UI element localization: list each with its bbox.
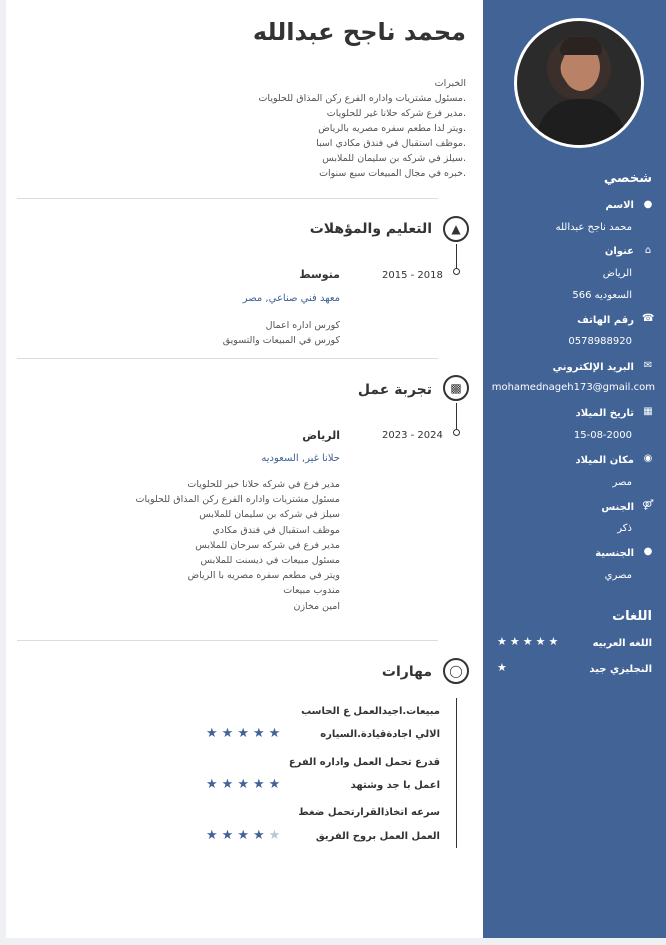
- experience-line: .مدير فرع شركه حلانا غير للحلويات: [326, 108, 466, 119]
- skill-name: سرعه اتخاذالقرارتحمل ضغط: [298, 807, 440, 818]
- divider: [17, 640, 438, 641]
- experience-line: .موظف استقبال في فندق مكادي اسبا: [316, 138, 466, 149]
- experience-summary: [206, 76, 466, 181]
- star-icon: ★: [268, 828, 285, 843]
- field-label-nationality: الجنسية: [595, 548, 634, 559]
- briefcase-icon: ▩: [443, 375, 469, 401]
- skill-name: العمل العمل بروح الفريق: [315, 831, 440, 842]
- education-institution: معهد فني صناعي, مصر: [242, 293, 340, 304]
- timeline-dot: [453, 429, 460, 436]
- skill-rating: [206, 777, 284, 792]
- work-detail: ويتر في مطعم سفره مصريه با الرياض: [187, 570, 340, 582]
- star-icon: ★: [237, 777, 253, 792]
- languages-heading: اللغات: [612, 609, 652, 624]
- divider: [17, 358, 438, 359]
- field-value-address: 566 السعوديه: [572, 290, 632, 301]
- work-detail: مسئول مبيعات في ديسنت للملابس: [200, 555, 340, 567]
- experience-line: .خبره في مجال المبيعات سبع سنوات: [319, 168, 466, 179]
- sidebar: [483, 0, 666, 938]
- field-value-city: الرياض: [602, 268, 632, 279]
- home-icon: ⌂: [644, 245, 652, 256]
- person-icon: ●: [643, 199, 653, 210]
- field-label-email: البريد الإلكتروني: [552, 362, 634, 373]
- star-icon: ★: [237, 726, 253, 741]
- star-icon: ★: [206, 726, 222, 741]
- profile-photo: [514, 18, 644, 148]
- timeline-line: [456, 403, 457, 430]
- phone-icon: ☎: [642, 313, 655, 324]
- person-icon: ●: [643, 546, 653, 557]
- work-detail: موظف استقبال في فندق مكادي: [212, 524, 340, 536]
- star-icon: ★: [206, 777, 222, 792]
- work-date: 2023 - 2024: [382, 430, 443, 441]
- divider: [17, 198, 438, 199]
- field-value-phone[interactable]: 0578988920: [568, 336, 632, 347]
- work-detail: مسئول مشتريات واداره الفرع ركن المذاق للحلويات: [135, 494, 340, 506]
- field-label-address: عنوان: [604, 246, 634, 257]
- experience-line: .ويتر لدا مطعم سفره مصريه بالرياض: [318, 123, 466, 134]
- field-label-birthdate: تاريخ الميلاد: [575, 408, 634, 419]
- skill-name: الالي اجادةقيادة.السياره: [320, 729, 440, 740]
- star-icon: ★: [221, 828, 238, 843]
- work-details: [136, 477, 341, 614]
- language-arabic: اللغه العربيه: [592, 638, 652, 649]
- star-icon: ★: [206, 828, 222, 843]
- star-icon: ★: [252, 828, 269, 843]
- language-english-rating: ★: [497, 661, 510, 674]
- experience-heading: الخبرات: [434, 78, 466, 89]
- field-value-birthplace: مصر: [612, 477, 632, 488]
- work-title: تجربة عمل: [357, 382, 432, 398]
- education-detail: كورس اداره اعمال: [265, 320, 340, 331]
- graduation-cap-icon: ▲: [443, 216, 469, 242]
- star-icon: ★: [221, 777, 238, 792]
- star-icon: ★: [252, 777, 269, 792]
- work-company: حلانا غير, السعوديه: [261, 453, 340, 464]
- experience-line: .مسئول مشتريات واداره الفرع ركن المذاق للحلويات: [258, 93, 466, 104]
- work-detail: سيلز في شركه بن سليمان للملابس: [199, 509, 340, 521]
- skill-name: مبيعات.اجيدالعمل ع الحاسب: [301, 706, 440, 717]
- work-detail: امين مخازن: [293, 600, 340, 612]
- field-value-birthdate: 15-08-2000: [573, 430, 632, 441]
- skill-rating: [206, 726, 284, 741]
- education-title: التعليم والمؤهلات: [309, 221, 432, 237]
- skill-name: قدرع تحمل العمل واداره الفرع: [288, 757, 440, 768]
- skill-rating: [206, 828, 284, 843]
- star-icon: ★: [237, 828, 253, 843]
- work-detail: مدير فرع في شركه حلانا خير للحلويات: [187, 479, 340, 490]
- language-arabic-rating: ★★★★★: [497, 635, 562, 648]
- field-label-birthplace: مكان الميلاد: [575, 455, 634, 466]
- field-value-gender: ذكر: [617, 523, 632, 534]
- skills-title: مهارات: [381, 664, 432, 680]
- work-detail: مندوب مبيعات: [283, 585, 340, 597]
- candidate-name: محمد ناجح عبدالله: [252, 18, 466, 46]
- education-detail: كورس في المبيعات والتسويق: [222, 335, 340, 347]
- field-label-name: الاسم: [605, 200, 634, 211]
- mail-icon: ✉: [643, 360, 653, 371]
- work-location: الرياض: [302, 429, 340, 442]
- education-date: 2015 - 2018: [382, 270, 443, 281]
- skills-line: [456, 698, 457, 848]
- location-pin-icon: ◉: [643, 453, 653, 464]
- education-degree: متوسط: [299, 268, 340, 281]
- mouse-icon: ◯: [443, 658, 469, 684]
- experience-line: .سيلز في شركه بن سليمان للملابس: [322, 153, 466, 164]
- gender-icon: ⚤: [642, 500, 654, 511]
- personal-heading: شخصي: [603, 171, 652, 186]
- field-value-nationality: مصري: [604, 570, 632, 581]
- field-value-email[interactable]: mohamednageh173@gmail.com: [491, 382, 655, 393]
- field-value-name: محمد ناجح عبدالله: [555, 222, 632, 233]
- star-icon: ★: [252, 726, 269, 741]
- star-icon: ★: [268, 777, 285, 792]
- timeline-dot: [453, 268, 460, 275]
- skill-name: اعمل با جد وشتهد: [350, 780, 440, 791]
- field-label-phone: رقم الهاتف: [577, 315, 634, 326]
- calendar-icon: ▦: [643, 406, 653, 417]
- education-details: [223, 318, 340, 348]
- field-label-gender: الجنس: [601, 502, 634, 513]
- work-detail: مدير فرع في شركه سرحان للملابس: [195, 539, 340, 551]
- language-english: النجليزي جيد: [589, 664, 652, 675]
- star-icon: ★: [268, 726, 285, 741]
- star-icon: ★: [221, 726, 238, 741]
- timeline-line: [456, 244, 457, 269]
